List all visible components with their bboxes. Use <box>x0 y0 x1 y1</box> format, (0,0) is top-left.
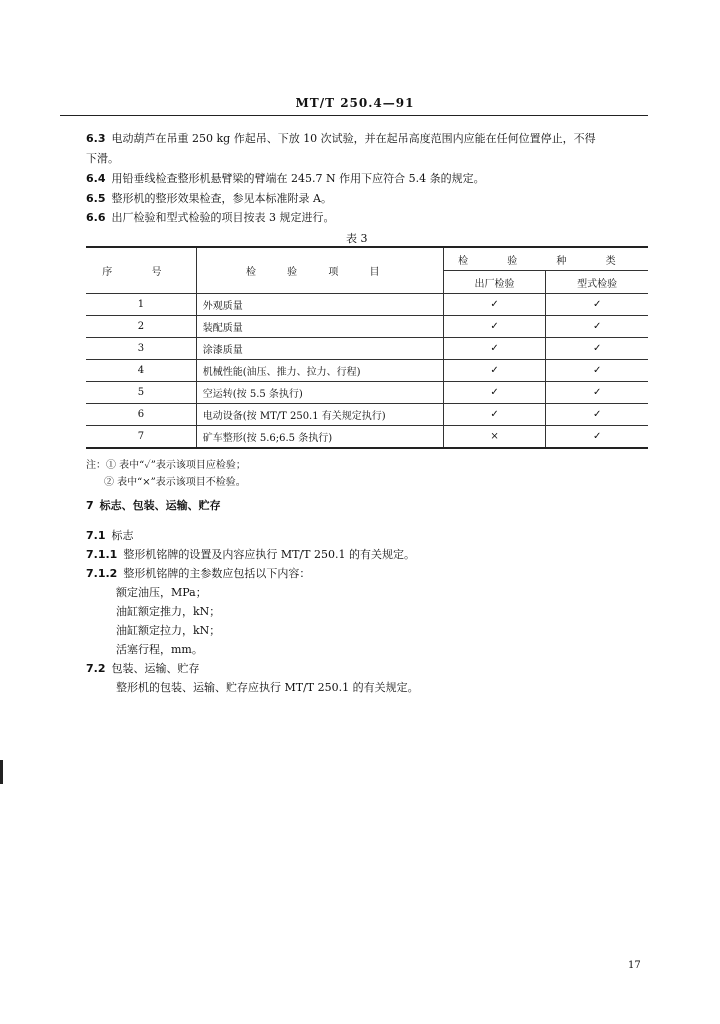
table-row: 4 机械性能(油压、推力、拉力、行程) ✓ ✓ <box>86 360 648 382</box>
section-7-title: 7 标志、包装、运输、贮存 <box>86 499 221 512</box>
clause-text: 用铅垂线检查整形机悬臂梁的臂端在 245.7 N 作用下应符合 5.4 条的规定。 <box>111 172 485 185</box>
clause-7-2: 7.2 包装、运输、贮存 <box>86 662 200 675</box>
clause-text: 出厂检验和型式检验的项目按表 3 规定进行。 <box>111 211 335 224</box>
header-group: 检 验 种 类 <box>443 247 648 271</box>
clause-6-3-line2: 下滑。 <box>86 152 119 165</box>
table-note-1: 注：① 表中“✓”表示该项目应检验； <box>86 460 246 471</box>
clause-7-2-text: 整形机的包装、运输、贮存应执行 MT/T 250.1 的有关规定。 <box>116 681 419 694</box>
clause-number: 6.4 <box>86 172 106 185</box>
param-item: 油缸额定拉力，kN； <box>116 624 221 637</box>
table-header-row <box>86 247 648 271</box>
table-row: 1 外观质量 ✓ ✓ <box>86 294 648 316</box>
clause-7-1-2: 7.1.2 整形机铭牌的主参数应包括以下内容： <box>86 567 311 580</box>
check-mark: ✓ <box>443 404 546 426</box>
page-header: MT/T 250.4—91 <box>295 96 415 110</box>
table-row: 2 装配质量 ✓ ✓ <box>86 316 648 338</box>
header-item: 检 验 项 目 <box>196 247 443 294</box>
check-mark: ✓ <box>546 404 648 426</box>
param-item: 油缸额定推力，kN； <box>116 605 221 618</box>
check-mark: ✓ <box>546 382 648 404</box>
cross-mark: × <box>443 426 546 449</box>
clause-6-5 <box>86 192 332 206</box>
inspection-table <box>86 246 648 449</box>
clause-number: 6.5 <box>86 192 106 205</box>
check-mark: ✓ <box>546 360 648 382</box>
page-number: 17 <box>628 960 641 971</box>
table-row: 7 矿车整形(按 5.6;6.5 条执行) × ✓ <box>86 426 648 449</box>
table-row: 3 涂漆质量 ✓ ✓ <box>86 338 648 360</box>
check-mark: ✓ <box>546 338 648 360</box>
header-factory: 出厂检验 <box>443 271 546 294</box>
table-caption: 表 3 <box>346 232 368 245</box>
clause-text: 电动葫芦在吊重 250 kg 作起吊、下放 10 次试验，并在起吊高度范围内应能在任何位置停止，不得 <box>111 132 596 145</box>
check-mark: ✓ <box>443 382 546 404</box>
check-mark: ✓ <box>443 360 546 382</box>
table-row: 6 电动设备(按 MT/T 250.1 有关规定执行) ✓ ✓ <box>86 404 648 426</box>
clause-text: 整形机的整形效果检查，参见本标准附录 A。 <box>111 192 332 205</box>
header-seq: 序 号 <box>86 247 196 294</box>
clause-6-3-line1 <box>86 132 596 146</box>
clause-6-4 <box>86 172 485 186</box>
clause-number: 6.6 <box>86 211 106 224</box>
clause-number: 6.3 <box>86 132 106 145</box>
check-mark: ✓ <box>546 426 648 449</box>
scan-margin-mark <box>0 760 3 784</box>
check-mark: ✓ <box>443 316 546 338</box>
check-mark: ✓ <box>443 338 546 360</box>
header-rule <box>60 115 648 116</box>
table-note-2: ② 表中“×”表示该项目不检验。 <box>104 477 246 488</box>
table-row: 5 空运转(按 5.5 条执行) ✓ ✓ <box>86 382 648 404</box>
clause-7-1-1: 7.1.1 整形机铭牌的设置及内容应执行 MT/T 250.1 的有关规定。 <box>86 548 415 561</box>
param-item: 额定油压，MPa； <box>116 586 207 599</box>
check-mark: ✓ <box>546 294 648 316</box>
clause-6-6 <box>86 211 335 225</box>
check-mark: ✓ <box>546 316 648 338</box>
check-mark: ✓ <box>443 294 546 316</box>
param-item: 活塞行程，mm。 <box>116 643 203 656</box>
header-type: 型式检验 <box>546 271 648 294</box>
clause-7-1: 7.1 标志 <box>86 529 134 542</box>
